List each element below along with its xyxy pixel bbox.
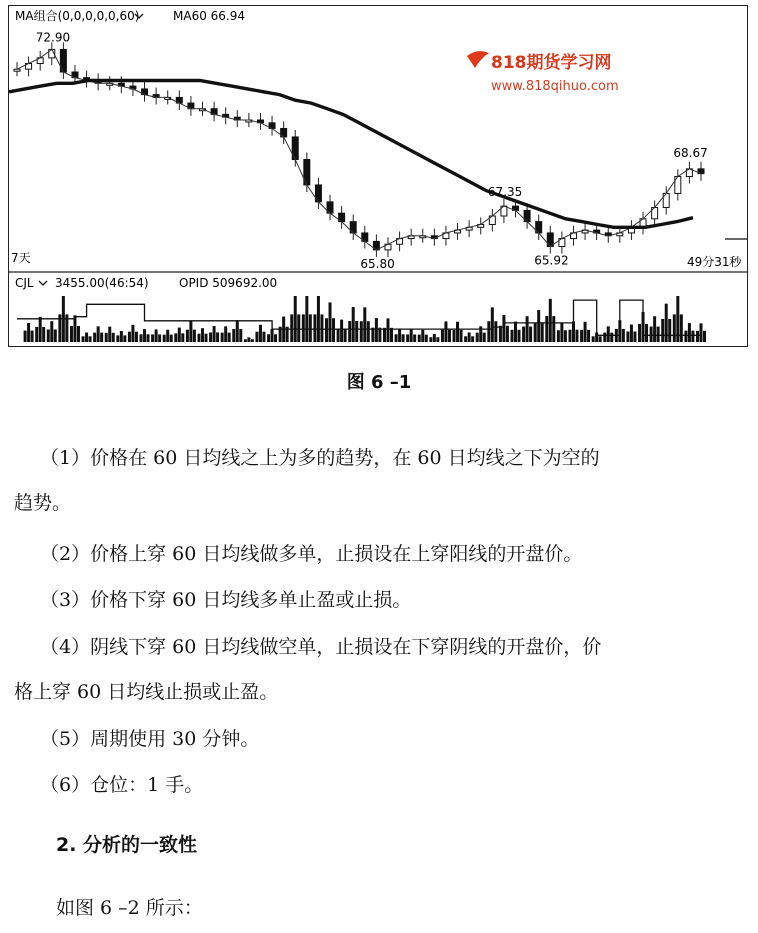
volume-bar [232,329,235,342]
open-interest-line [17,300,701,335]
watermark-brand: 818期货学习网 [491,53,612,73]
volume-bar [262,332,265,342]
volume-bar [363,307,366,342]
volume-bar [186,330,189,342]
volume-bar [140,334,143,342]
paragraph-6: （6）仓位：1 手。 [40,774,204,796]
volume-bar [251,339,254,342]
volume-bar [572,321,575,342]
volume-bar [27,323,30,342]
volume-bar [193,330,196,342]
volume-bar [290,314,293,342]
volume-bar [383,328,386,342]
volume-bar [297,314,300,342]
volume-bar [657,327,660,342]
price-panel [9,8,747,271]
volume-bar [696,331,699,342]
volume-bar [522,327,525,342]
paragraph-5: （5）周期使用 30 分钟。 [40,728,260,750]
volume-bar [433,334,436,342]
figure-reference-line: 如图 6 –2 所示： [56,897,203,919]
volume-bar [128,332,131,342]
volume-bar [352,307,355,342]
volume-bar [294,296,297,342]
volume-bar [228,333,231,342]
volume-bar [534,323,537,342]
volume-bar [105,333,108,342]
volume-bar [468,332,471,342]
volume-bar [31,331,34,342]
volume-bar [239,329,242,342]
volume-bar [638,324,641,342]
volume-bar [213,326,216,342]
chevron-down-icon[interactable] [39,281,47,285]
volume-bar [344,329,347,342]
volume-bar [429,337,432,342]
volume-bar [325,318,328,342]
volume-bar [135,332,138,342]
volume-bar [645,324,648,342]
volume-bar [50,321,53,342]
volume-bar [494,321,497,342]
volume-bar [599,336,602,342]
volume-bar [410,329,413,342]
volume-bar [436,337,439,342]
volume-bar [691,331,694,342]
volume-bar [406,334,409,342]
volume-bar [630,325,633,342]
volume-bar [537,310,540,342]
volume-bar [54,329,57,342]
volume-bar [700,323,703,342]
volume-bar [302,314,305,342]
volume-bar [236,320,239,342]
volume-label[interactable]: CJL [15,276,34,290]
volume-bar [375,318,378,342]
volume-bar [97,326,100,342]
volume-bar [378,328,381,342]
volume-bar [665,304,668,342]
volume-readout: 3455.00(46:54) [55,276,149,290]
volume-bar [680,314,683,342]
volume-bar [337,329,340,342]
volume-bar [100,333,103,342]
volume-bar [89,336,92,342]
volume-panel [15,276,706,342]
volume-bar [487,321,490,342]
volume-bar [348,321,351,342]
indicator-label[interactable]: MA组合(0,0,0,0,0,60) [15,9,140,23]
volume-bar [545,316,548,342]
volume-bar [85,332,88,342]
chart-canvas [9,6,747,346]
volume-bar [371,328,374,342]
volume-bar [313,314,316,342]
volume-bar [35,327,38,342]
volume-bar [502,315,505,342]
ma60-readout: MA60 66.94 [173,9,245,23]
volume-bar [560,322,563,342]
volume-bar [332,318,335,342]
volume-bar [552,316,555,342]
volume-bar [355,321,358,342]
volume-bar [610,333,613,342]
volume-bar [575,330,578,342]
price-annotation-mid: 67.35 [487,185,523,200]
volume-bar [603,333,606,342]
paragraph-3: （3）价格下穿 60 日均线多单止盈或止损。 [40,589,412,611]
candlestick-chart [8,5,748,347]
volume-bar [123,335,126,342]
section-heading: 2. 分析的一致性 [56,834,198,856]
volume-bar [244,339,247,342]
volume-bar [564,330,567,342]
volume-bar [189,321,192,342]
volume-bar [568,330,571,342]
volume-bar [518,330,521,342]
paragraph-2: （2）价格上穿 60 日均线做多单，止损设在上穿阳线的开盘价。 [40,543,583,565]
volume-bar [580,330,583,342]
volume-bar [653,316,656,342]
volume-bar [47,329,50,342]
volume-bar [163,335,166,342]
volume-bar [116,335,119,342]
volume-bar [464,336,467,342]
volume-bar [267,334,270,342]
volume-bar [147,334,150,342]
volume-bar [511,330,514,342]
volume-bar [661,319,664,342]
figure-caption: 图 6 –1 [346,372,412,393]
volume-bar [108,327,111,342]
volume-bar [441,330,444,342]
volume-bar [444,321,447,342]
volume-bar [421,330,424,342]
volume-bar [317,296,320,342]
volume-bar [650,327,653,342]
volume-bar [204,334,207,342]
volume-bar [224,326,227,342]
volume-bar [526,316,529,342]
volume-bar [305,296,308,342]
volume-bar [529,327,532,342]
volume-bar [201,328,204,342]
volume-bar [166,330,169,342]
volume-bar [398,329,401,342]
price-annotation-low-2: 65.92 [534,253,569,268]
volume-bar [471,336,474,342]
volume-bar [271,329,274,342]
volume-bar [42,327,45,342]
volume-bar [418,335,421,342]
volume-bar [541,323,544,342]
volume-bar [259,325,262,342]
volume-bar [491,307,494,342]
volume-bar [247,337,250,342]
volume-bar [174,333,177,342]
candle-body [14,69,20,71]
paragraph-4: （4）阴线下穿 60 日均线做空单，止损设在下穿阴线的开盘价，价 格上穿 60 日均线止损或止盈。 [14,636,602,703]
volume-bar [684,331,687,342]
volume-bar [413,334,416,342]
volume-bar [402,334,405,342]
volume-bar [181,333,184,342]
volume-bar [309,314,312,342]
flame-logo-icon [467,51,489,68]
volume-bar [82,336,85,342]
volume-bar [158,334,161,342]
volume-bar [557,330,560,342]
volume-bar [329,302,332,342]
volume-bar [448,330,451,342]
volume-bar [622,329,625,342]
volume-bar [255,332,258,342]
volume-bar [460,330,463,342]
volume-bar [592,336,595,342]
time-remaining-label: 49分31秒 [687,255,742,269]
open-interest-readout: OPID 509692.00 [179,276,278,290]
volume-bar [514,322,517,342]
volume-bar [112,333,115,342]
volume-bar [688,323,691,342]
volume-bar [673,314,676,342]
volume-bar [39,317,42,342]
volume-bar [151,334,154,342]
volume-bar [584,322,587,342]
volume-bar [70,326,73,342]
left-period-label: 7天 [11,251,31,265]
volume-bar [506,326,509,342]
volume-bar [155,329,158,342]
volume-bar [476,333,479,342]
volume-bar [340,320,343,342]
ma60-line [9,81,693,228]
watermark [467,51,619,94]
volume-bar [607,326,610,342]
volume-bar [360,321,363,342]
volume-bar [209,332,212,342]
volume-bar [395,334,398,342]
price-annotation-high: 72.90 [35,30,71,45]
volume-bar [453,330,456,342]
volume-bar [143,329,146,342]
volume-bar [197,334,200,342]
volume-bar [386,318,389,342]
volume-bar [178,328,181,342]
volume-bar [456,322,459,342]
volume-bar [703,331,706,342]
volume-bar [633,332,636,342]
volume-bar [221,333,224,342]
price-annotation-last-high: 68.67 [673,145,708,160]
volume-bar [216,332,219,342]
volume-bar [483,333,486,342]
volume-bar [320,314,323,342]
price-annotation-low-1: 65.80 [360,256,395,271]
volume-bar [93,333,96,342]
volume-bar [587,330,590,342]
paragraph-1: （1）价格在 60 日均线之上为多的趋势，在 60 日均线之下为空的 趋势。 [14,447,600,514]
volume-bar [499,326,502,342]
volume-bar [390,328,393,342]
volume-bar [626,332,629,342]
watermark-url: www.818qihuo.com [491,79,619,94]
volume-bar [549,299,552,342]
volume-bar [77,326,80,342]
volume-bar [131,325,134,342]
volume-bar [425,335,428,342]
volume-bar [274,334,277,342]
volume-bar [24,331,27,342]
volume-bar [367,321,370,342]
volume-bar [170,335,173,342]
volume-bar [668,319,671,342]
volume-bar [120,331,123,342]
